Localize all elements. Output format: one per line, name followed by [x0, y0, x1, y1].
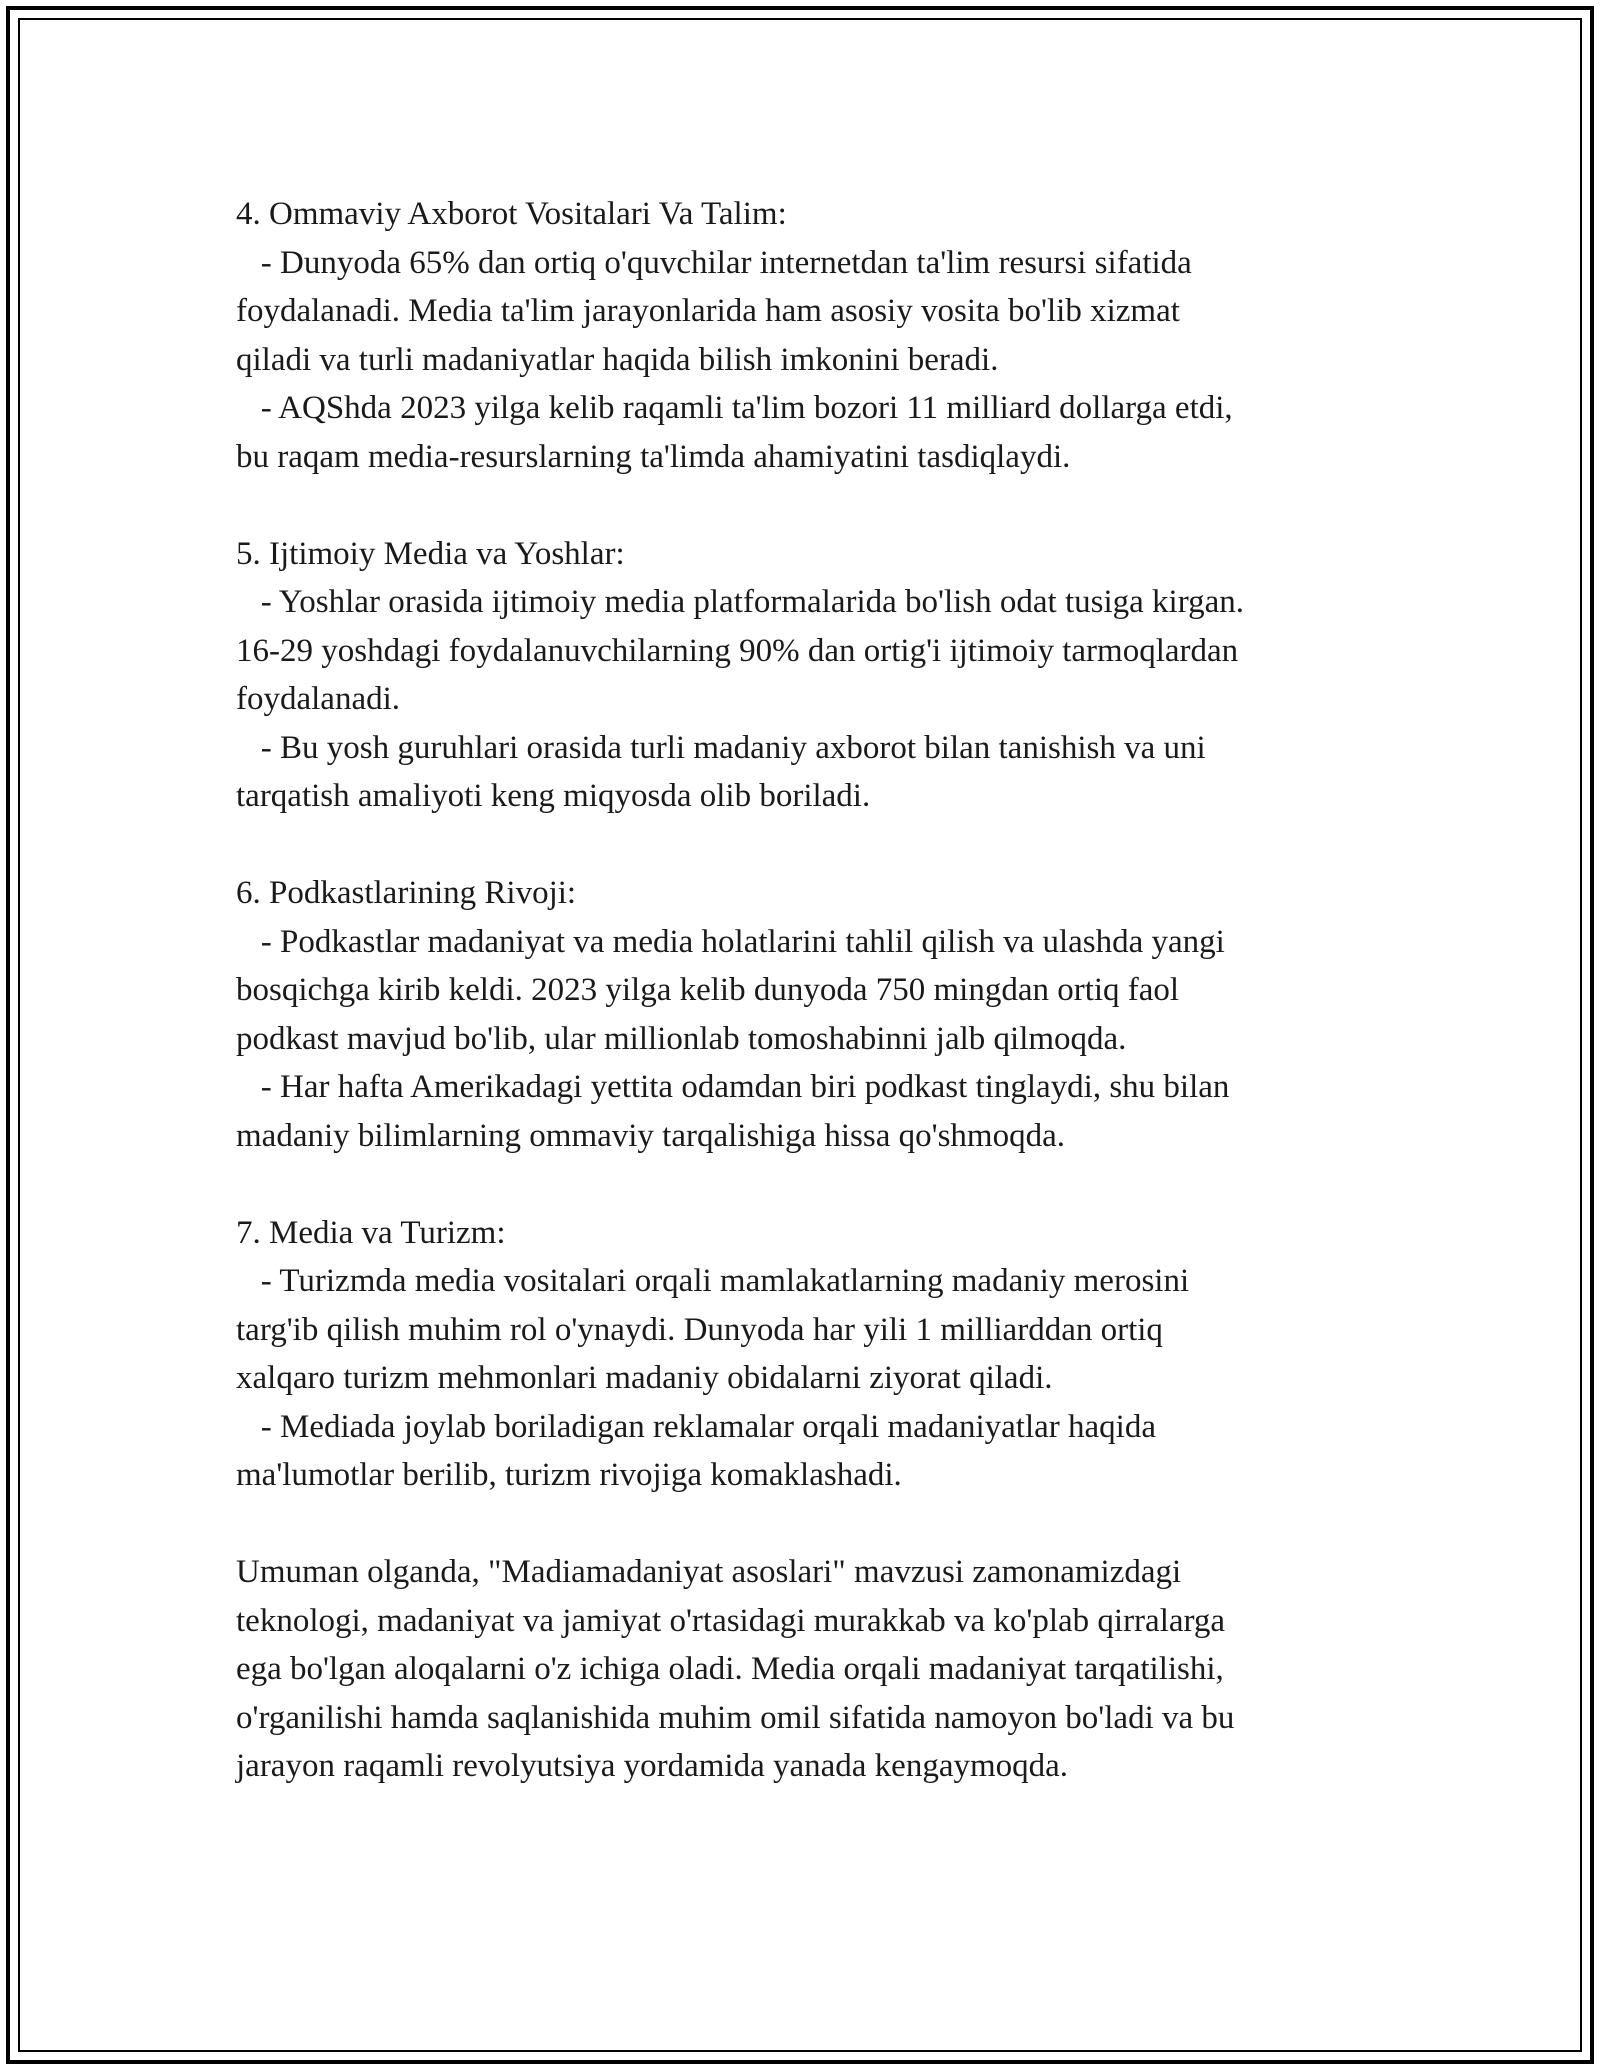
- text-line: teknologi, madaniyat va jamiyat o'rtasidagi murakkab va ko'plab qirralarga: [236, 1602, 1226, 1639]
- text-line: - Bu yosh guruhlari orasida turli madaniy axborot bilan tanishish va uni: [236, 729, 1206, 766]
- text-line: 16-29 yoshdagi foydalanuvchilarning 90% dan ortig'i ijtimoiy tarmoqlardan: [236, 632, 1239, 669]
- text-line: Umuman olganda, "Madiamadaniyat asoslari" mavzusi zamonamizdagi: [236, 1554, 1182, 1590]
- section-media-education: [236, 190, 1396, 481]
- text-line: ega bo'lgan aloqalarni o'z ichiga oladi. Media orqali madaniyat tarqatilishi,: [236, 1651, 1224, 1687]
- text-line: xalqaro turizm mehmonlari madaniy obidalarni ziyorat qiladi.: [236, 1360, 1053, 1396]
- text-line: - Dunyoda 65% dan ortiq o'quvchilar internetdan ta'lim resursi sifatida: [236, 244, 1192, 281]
- text-line: - AQShda 2023 yilga kelib raqamli ta'lim bozori 11 milliard dollarga etdi,: [236, 390, 1233, 426]
- conclusion-paragraph: [236, 1548, 1396, 1791]
- text-line: qiladi va turli madaniyatlar haqida bilish imkonini beradi.: [236, 341, 999, 378]
- text-line: - Turizmda media vositalari orqali mamlakatlarning madaniy merosini: [236, 1263, 1190, 1299]
- section-heading: 6. Podkastlarining Rivoji:: [236, 875, 577, 911]
- text-line: targ'ib qilish muhim rol o'ynaydi. Dunyoda har yili 1 milliarddan ortiq: [236, 1311, 1163, 1348]
- text-line: jarayon raqamli revolyutsiya yordamida yanada kengaymoqda.: [236, 1748, 1069, 1784]
- document-body: [236, 190, 1396, 1791]
- section-media-tourism: [236, 1209, 1396, 1500]
- text-line: madaniy bilimlarning ommaviy tarqalishiga hissa qo'shmoqda.: [236, 1117, 1065, 1154]
- text-line: bosqichga kirib keldi. 2023 yilga kelib dunyoda 750 mingdan ortiq faol: [236, 972, 1180, 1008]
- section-heading: 5. Ijtimoiy Media va Yoshlar:: [236, 535, 625, 572]
- text-line: bu raqam media-resurslarning ta'limda ahamiyatini tasdiqlaydi.: [236, 438, 1071, 475]
- text-line: foydalanadi.: [236, 681, 401, 717]
- section-podcasts: [236, 869, 1396, 1160]
- text-line: - Har hafta Amerikadagi yettita odamdan biri podkast tinglaydi, shu bilan: [236, 1069, 1230, 1105]
- text-line: podkast mavjud bo'lib, ular millionlab tomoshabinni jalb qilmoqda.: [236, 1020, 1127, 1057]
- text-line: o'rganilishi hamda saqlanishida muhim omil sifatida namoyon bo'ladi va bu: [236, 1699, 1235, 1736]
- text-line: tarqatish amaliyoti keng miqyosda olib boriladi.: [236, 778, 871, 814]
- text-line: foydalanadi. Media ta'lim jarayonlarida ham asosiy vosita bo'lib xizmat: [236, 293, 1180, 329]
- section-heading: 4. Ommaviy Axborot Vositalari Va Talim:: [236, 196, 787, 232]
- text-line: - Yoshlar orasida ijtimoiy media platformalarida bo'lish odat tusiga kirgan.: [236, 584, 1244, 620]
- text-line: - Podkastlar madaniyat va media holatlarini tahlil qilish va ulashda yangi: [236, 923, 1225, 960]
- section-social-media-youth: [236, 530, 1396, 821]
- section-heading: 7. Media va Turizm:: [236, 1214, 506, 1251]
- text-line: - Mediada joylab boriladigan reklamalar orqali madaniyatlar haqida: [236, 1408, 1156, 1445]
- text-line: ma'lumotlar berilib, turizm rivojiga komaklashadi.: [236, 1457, 902, 1493]
